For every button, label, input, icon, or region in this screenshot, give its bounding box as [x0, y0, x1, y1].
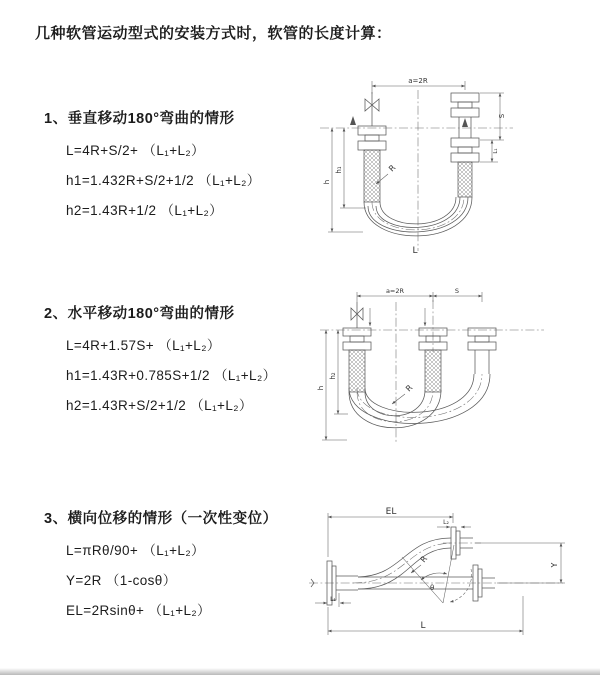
dim-label-h: h — [323, 179, 331, 185]
dim-label-r: R — [418, 554, 430, 565]
braided-hose-section — [425, 350, 441, 392]
diagram-lateral-displacement — [303, 503, 598, 643]
dim-label-s: S — [498, 113, 506, 119]
dim-label-el: EL — [385, 507, 397, 517]
dim-label-theta: θ — [430, 584, 435, 592]
dim-label-h2: h₂ — [329, 372, 337, 380]
hose-u-bends — [349, 374, 490, 428]
page-title: 几种软管运动型式的安装方式时，软管的长度计算： — [35, 25, 392, 42]
dim-label-l1: L₁ — [493, 148, 499, 154]
dim-label-a2r: a=2R — [408, 77, 428, 85]
diagram-horizontal-movement — [312, 282, 597, 452]
braided-hose-section — [364, 150, 380, 202]
left-fitting — [343, 328, 371, 392]
valve-icon — [365, 92, 379, 126]
braided-hose-section — [458, 162, 472, 197]
dim-label-a2r: a=2R — [385, 287, 405, 295]
dim-label-r: R — [404, 383, 415, 394]
theta-construction — [402, 545, 472, 603]
movement-arrow-up-right — [462, 118, 468, 127]
section-3-heading: 3、横向位移的情形（一次性变位） — [44, 511, 278, 527]
dim-label-h: h — [317, 385, 325, 391]
section-1-formula-h1: h1=1.432R+S/2+1/2 （L₁+L₂） — [66, 173, 261, 188]
braided-hose-section — [349, 350, 365, 392]
section-2-formula-h2: h2=1.43R+S/2+1/2 （L₁+L₂） — [66, 398, 253, 413]
section-3-formula-el: EL=2Rsinθ+ （L₁+L₂） — [66, 603, 211, 618]
section-1-heading: 1、垂直移动180°弯曲的情形 — [44, 111, 235, 127]
section-3-formula-l: L=πRθ/90+ （L₁+L₂） — [66, 543, 205, 558]
dim-label-y: Y — [550, 562, 559, 568]
page-bottom-edge — [0, 668, 600, 675]
swing-arc — [450, 569, 472, 602]
section-1-formula-l: L=4R+S/2+ （L₁+L₂） — [66, 143, 205, 158]
section-2-formula-h1: h1=1.43R+0.785S+1/2 （L₁+L₂） — [66, 368, 277, 383]
dim-label-s: S — [454, 287, 460, 295]
movement-arrow-up-left — [350, 116, 356, 125]
diagram-vertical-movement-svg — [308, 70, 593, 255]
dim-label-h1: h₁ — [335, 166, 343, 174]
dim-label-l1: L₁ — [330, 596, 336, 603]
diagram-lateral-displacement-svg — [303, 503, 598, 643]
dim-label-l: L — [420, 621, 426, 631]
right-fitting — [468, 328, 496, 374]
section-3-formula-y: Y=2R （1-cosθ） — [66, 573, 177, 588]
diagram-horizontal-movement-svg — [312, 282, 597, 452]
section-2-formula-l: L=4R+1.57S+ （L₁+L₂） — [66, 338, 221, 353]
hose-s-curve — [353, 538, 453, 589]
right-fitting — [451, 93, 479, 197]
section-2-heading: 2、水平移动180°弯曲的情形 — [44, 306, 235, 322]
dim-label-l: L — [412, 246, 418, 255]
left-fitting — [350, 116, 386, 202]
section-1-formula-h2: h2=1.43R+1/2 （L₁+L₂） — [66, 203, 224, 218]
dim-label-l2: L₂ — [443, 519, 449, 526]
valve-icon — [351, 302, 363, 328]
dim-label-r: R — [387, 163, 398, 174]
diagram-vertical-movement — [308, 70, 593, 255]
